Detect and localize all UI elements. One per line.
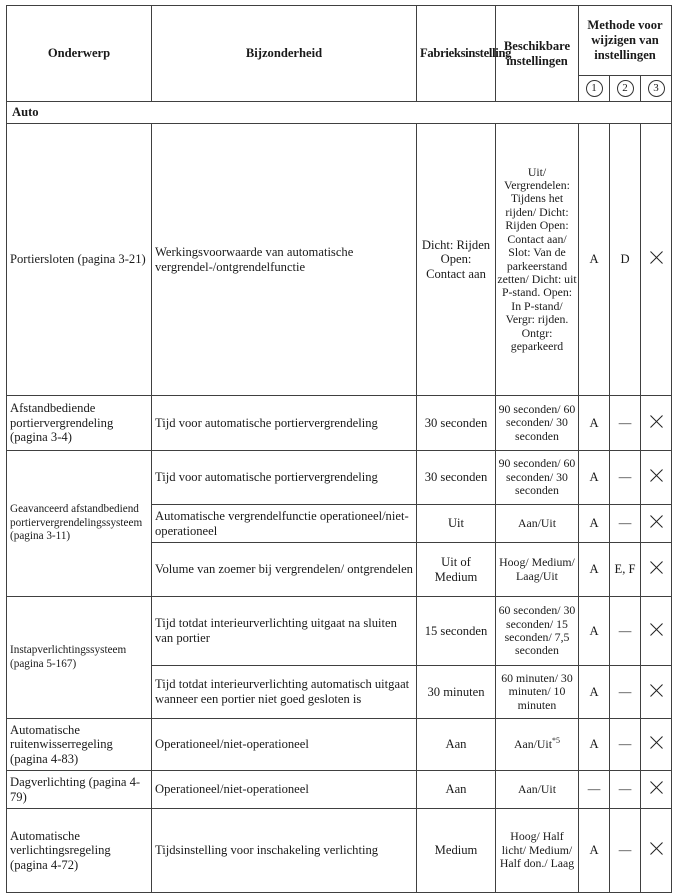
cross-icon — [650, 736, 663, 749]
table-row — [7, 451, 672, 505]
available-cell: 90 seconden/ 60 seconden/ 30 seconden — [496, 396, 579, 451]
circled-3-icon: 3 — [648, 80, 665, 97]
method-2-cell: — — [610, 451, 641, 505]
detail-cell: Werkingsvoorwaarde van automatische vergrendel-/ontgrendelfunctie — [152, 124, 417, 396]
method-1-cell: A — [579, 396, 610, 451]
factory-cell: 30 seconden — [417, 396, 496, 451]
method-2-cell: — — [610, 809, 641, 893]
method-1-cell: A — [579, 666, 610, 719]
header-method-1 — [579, 76, 610, 102]
factory-cell: Uit of Medium — [417, 543, 496, 597]
method-3-cell — [641, 666, 672, 719]
factory-cell: 15 seconden — [417, 597, 496, 666]
header-factory: Fabrieksinstelling — [417, 6, 496, 102]
method-1-cell: A — [579, 719, 610, 771]
factory-cell: 30 seconden — [417, 451, 496, 505]
available-cell — [496, 719, 579, 771]
table-row — [7, 809, 672, 893]
detail-cell: Tijdsinstelling voor inschakeling verlichting — [152, 809, 417, 893]
subject-cell: Instapverlichtingssysteem (pagina 5-167) — [7, 597, 152, 719]
detail-cell: Tijd voor automatische portiervergrendeling — [152, 396, 417, 451]
method-3-cell — [641, 543, 672, 597]
available-value: Aan/Uit — [513, 736, 552, 751]
cross-icon — [650, 469, 663, 482]
subject-cell: Dagverlichting (pagina 4-79) — [7, 771, 152, 809]
header-method-3 — [641, 76, 672, 102]
available-cell: 60 seconden/ 30 seconden/ 15 seconden/ 7,5 seconden — [496, 597, 579, 666]
available-cell: 60 minuten/ 30 minuten/ 10 minuten — [496, 666, 579, 719]
method-2-cell: — — [610, 771, 641, 809]
circled-2-icon: 2 — [617, 80, 634, 97]
cross-icon — [650, 415, 663, 428]
method-1-cell: A — [579, 809, 610, 893]
subject-cell: Automatische ruitenwisserregeling (pagina 4-83) — [7, 719, 152, 771]
method-1-cell: A — [579, 597, 610, 666]
table-row — [7, 124, 672, 396]
table-row — [7, 597, 672, 666]
available-cell: Aan/Uit — [496, 505, 579, 543]
detail-cell: Automatische vergrendelfunctie operationeel/niet-operationeel — [152, 505, 417, 543]
factory-cell: Uit — [417, 505, 496, 543]
method-2-cell: D — [610, 124, 641, 396]
factory-cell: 30 minuten — [417, 666, 496, 719]
method-1-cell: A — [579, 124, 610, 396]
subject-cell: Automatische verlichtingsregeling (pagina 4-72) — [7, 809, 152, 893]
detail-cell: Operationeel/niet-operationeel — [152, 719, 417, 771]
method-1-cell: A — [579, 543, 610, 597]
method-2-cell: E, F — [610, 543, 641, 597]
cross-icon — [650, 515, 663, 528]
detail-cell: Tijd voor automatische portiervergrendeling — [152, 451, 417, 505]
method-3-cell — [641, 719, 672, 771]
available-cell: Aan/Uit — [496, 771, 579, 809]
factory-cell: Aan — [417, 719, 496, 771]
method-3-cell — [641, 809, 672, 893]
method-3-cell — [641, 451, 672, 505]
available-cell: Hoog/ Half licht/ Medium/ Half don./ Laag — [496, 809, 579, 893]
available-cell: Uit/ Vergrendelen: Tijdens het rijden/ Dicht: Rijden Open: Contact aan/ Slot: Van de parkeerstand zetten/ Dicht: uit P-stand. Open: In P-stand/ Vergr: rijden. Ontgr: geparkeerd — [496, 124, 579, 396]
method-1-cell: A — [579, 451, 610, 505]
cross-icon — [650, 684, 663, 697]
table-row — [7, 719, 672, 771]
method-2-cell: — — [610, 719, 641, 771]
available-cell: 90 seconden/ 60 seconden/ 30 seconden — [496, 451, 579, 505]
method-3-cell — [641, 771, 672, 809]
method-3-cell — [641, 597, 672, 666]
footnote-marker: *5 — [552, 735, 560, 745]
header-method-2 — [610, 76, 641, 102]
detail-cell: Operationeel/niet-operationeel — [152, 771, 417, 809]
method-2-cell: — — [610, 396, 641, 451]
table-row — [7, 396, 672, 451]
cross-icon — [650, 781, 663, 794]
detail-cell: Tijd totdat interieurverlichting automatisch uitgaat wanneer een portier niet goed gesloten is — [152, 666, 417, 719]
factory-cell: Aan — [417, 771, 496, 809]
header-subject: Onderwerp — [7, 6, 152, 102]
header-available: Beschikbare instellingen — [496, 6, 579, 102]
factory-cell: Medium — [417, 809, 496, 893]
method-1-cell: A — [579, 505, 610, 543]
available-cell: Hoog/ Medium/ Laag/Uit — [496, 543, 579, 597]
circled-1-icon: 1 — [586, 80, 603, 97]
subject-cell: Afstandbediende portiervergrendeling (pagina 3-4) — [7, 396, 152, 451]
cross-icon — [650, 251, 663, 264]
cross-icon — [650, 842, 663, 855]
method-2-cell: — — [610, 666, 641, 719]
method-2-cell: — — [610, 505, 641, 543]
method-3-cell — [641, 124, 672, 396]
method-3-cell — [641, 396, 672, 451]
settings-table — [6, 5, 672, 893]
subject-cell: Geavanceerd afstandbediend portiervergrendelingssysteem (pagina 3-11) — [7, 451, 152, 597]
cross-icon — [650, 623, 663, 636]
method-2-cell: — — [610, 597, 641, 666]
header-detail: Bijzonderheid — [152, 6, 417, 102]
method-1-cell: — — [579, 771, 610, 809]
subject-cell: Portiersloten (pagina 3-21) — [7, 124, 152, 396]
table-row — [7, 771, 672, 809]
detail-cell: Tijd totdat interieurverlichting uitgaat na sluiten van portier — [152, 597, 417, 666]
section-title: Auto — [7, 102, 672, 124]
header-method: Methode voor wijzigen van instellingen — [579, 6, 672, 76]
factory-cell: Dicht: Rijden Open: Contact aan — [417, 124, 496, 396]
cross-icon — [650, 561, 663, 574]
method-3-cell — [641, 505, 672, 543]
detail-cell: Volume van zoemer bij vergrendelen/ ontgrendelen — [152, 543, 417, 597]
